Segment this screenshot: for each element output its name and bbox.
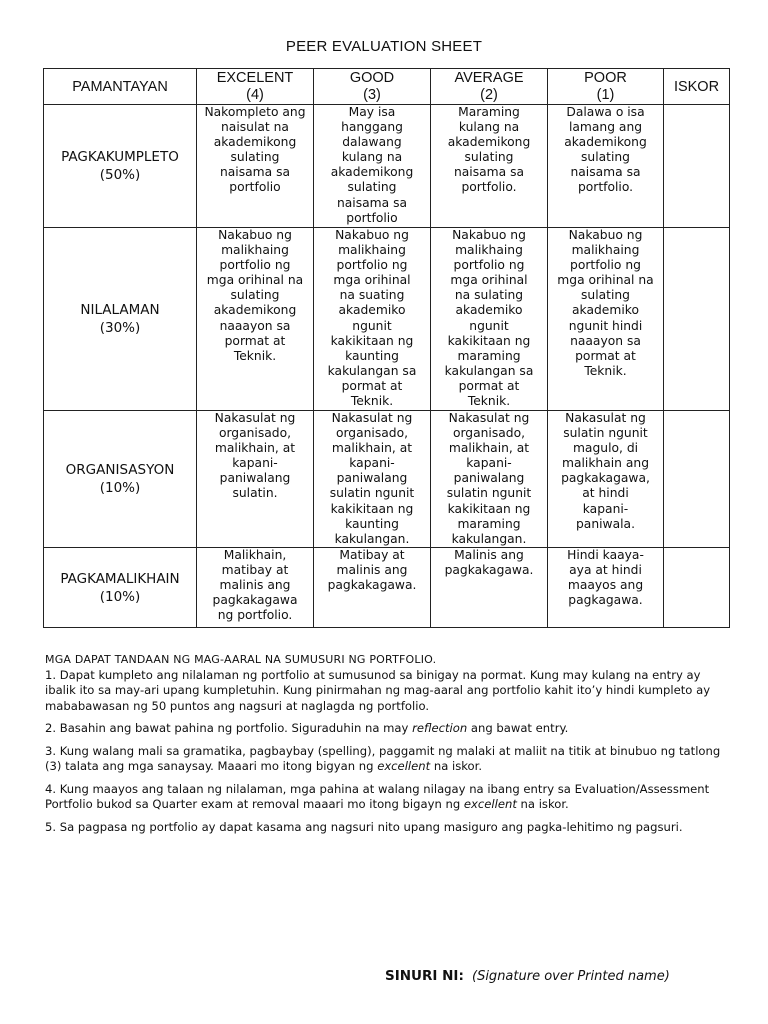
cell-line: ngunit hindi — [568, 318, 643, 333]
cell-line: lamang ang — [568, 120, 643, 135]
note-item — [45, 744, 725, 775]
cell-line: kakikitaan ng — [330, 333, 414, 348]
cell-line: malikhain, at — [448, 441, 530, 456]
cell-line: sulating — [347, 180, 397, 195]
rubric-row — [44, 105, 730, 228]
cell-line: sulating — [581, 150, 630, 165]
cell-line: mga orihinal na — [557, 273, 654, 288]
rubric-cell — [548, 105, 664, 228]
criteria-header: PAMANTAYAN — [44, 69, 197, 105]
cell-line: magulo, di — [572, 441, 639, 456]
rubric-cell — [431, 228, 548, 411]
cell-line: malikhaing — [338, 243, 406, 258]
cell-line: kakikitaan ng — [447, 501, 531, 516]
cell-line: mga orihinal — [333, 273, 411, 288]
cell-line: malikhaing — [571, 243, 640, 258]
criteria-name: PAGKAKUMPLETO — [61, 149, 179, 165]
cell-line: ngunit — [352, 318, 392, 333]
criteria-cell — [44, 228, 197, 411]
rubric-body — [44, 105, 730, 628]
cell-line: maraming — [457, 348, 521, 363]
cell-line: pagkagawa. — [568, 593, 643, 608]
cell-line: aya at hindi — [569, 563, 642, 578]
cell-line: naaayon sa — [570, 333, 641, 348]
cell-line: sulating — [581, 288, 630, 303]
cell-line: Nakasulat ng — [214, 411, 296, 425]
level-name: GOOD — [349, 69, 395, 86]
cell-line: portfolio. — [461, 180, 517, 195]
cell-line: kulang na — [458, 120, 520, 135]
notes-heading: MGA DAPAT TANDAAN NG MAG-AARAL NA SUMUSURI NG PORTFOLIO. — [45, 653, 437, 666]
cell-line: akademiko — [455, 303, 523, 318]
cell-line: ngunit — [469, 318, 509, 333]
cell-line: sulating — [230, 288, 280, 303]
level-header-poor — [548, 69, 664, 105]
cell-line: akademikong — [213, 303, 297, 318]
cell-line: Hindi kaaya- — [567, 548, 644, 562]
rubric-cell — [197, 105, 314, 228]
rubric-cell — [197, 548, 314, 628]
cell-line: na suating — [339, 288, 405, 303]
cell-line: sulatin. — [232, 486, 278, 501]
cell-line: kakikitaan ng — [330, 501, 414, 516]
criteria-weight: (50%) — [99, 167, 141, 183]
note-item — [45, 721, 725, 737]
cell-line: dalawang — [342, 135, 402, 150]
cell-line: organisado, — [218, 426, 292, 441]
level-header-excelent — [197, 69, 314, 105]
rubric-cell — [431, 105, 548, 228]
level-score: (1) — [596, 86, 615, 103]
cell-line: Nakasulat ng — [565, 411, 646, 425]
cell-line: Nakasulat ng — [331, 411, 413, 425]
cell-line: akademikong — [330, 165, 414, 180]
cell-line: ng portfolio. — [217, 608, 293, 623]
note-text: 3. Kung walang mali sa gramatika, pagbaybay (spelling), paggamit ng malaki at maliit na titik at binubuo ng tatlong (3) talata ang mga sanaysay. Maaari mo itong bigyan ng — [45, 743, 721, 773]
score-cell[interactable] — [664, 411, 730, 548]
cell-line: May isa — [348, 105, 396, 119]
rubric-cell — [431, 411, 548, 548]
cell-line: sulatin ngunit — [563, 426, 648, 441]
cell-line: naisama sa — [570, 165, 641, 180]
cell-line: portfolio ng — [453, 258, 525, 273]
score-cell[interactable] — [664, 548, 730, 628]
level-name: EXCELENT — [216, 69, 294, 86]
cell-line: sulating — [464, 150, 514, 165]
note-text: ang bawat entry. — [467, 721, 569, 735]
cell-line: paniwalang — [336, 471, 408, 486]
level-name: AVERAGE — [454, 69, 524, 86]
cell-line: Nakabuo ng — [568, 228, 643, 242]
cell-line: Teknik. — [467, 394, 511, 409]
cell-line: kakikitaan ng — [447, 333, 531, 348]
cell-line: naisama sa — [336, 195, 408, 210]
level-name: POOR — [584, 69, 627, 86]
cell-line: mga orihinal — [450, 273, 528, 288]
cell-line: sulating — [230, 150, 280, 165]
rubric-cell — [197, 228, 314, 411]
note-text: 5. Sa pagpasa ng portfolio ay dapat kasama ang nagsuri nito upang masiguro ang pagka-lehitimo ng pagsuri. — [45, 819, 683, 834]
cell-line: pagkakagawa — [212, 593, 298, 608]
note-item — [45, 820, 725, 836]
rubric-cell — [548, 411, 664, 548]
cell-line: sulatin ngunit — [446, 486, 532, 501]
score-cell[interactable] — [664, 228, 730, 411]
cell-line: na sulating — [454, 288, 524, 303]
signature-label: SINURI NI: — [385, 968, 464, 984]
score-cell[interactable] — [664, 105, 730, 228]
level-score: (4) — [246, 86, 264, 103]
cell-line: portfolio — [229, 180, 281, 195]
cell-line: kakulangan sa — [327, 363, 417, 378]
level-score: (3) — [363, 86, 381, 103]
criteria-cell — [44, 105, 197, 228]
cell-line: pagkakagawa, — [561, 471, 650, 486]
cell-line: malikhaing — [221, 243, 289, 258]
cell-line: portfolio ng — [219, 258, 291, 273]
page-title: PEER EVALUATION SHEET — [285, 38, 483, 55]
cell-line: pormat at — [224, 333, 286, 348]
cell-line: Teknik. — [233, 348, 277, 363]
rubric-row — [44, 548, 730, 628]
note-item — [45, 668, 725, 715]
cell-line: kakulangan sa — [444, 363, 534, 378]
cell-line: mga orihinal na — [206, 273, 304, 288]
cell-line: paniwala. — [575, 516, 635, 531]
signature-line — [385, 968, 670, 984]
criteria-weight: (10%) — [99, 588, 141, 605]
notes-list — [45, 668, 725, 836]
cell-line: at hindi — [582, 486, 629, 501]
cell-line: Teknik. — [350, 394, 394, 409]
signature-hint: (Signature over Printed name) — [472, 969, 670, 984]
cell-line: pagkakagawa. — [444, 563, 534, 578]
cell-line: Nakabuo ng — [452, 228, 526, 242]
cell-line: Nakompleto ang — [204, 105, 306, 119]
cell-line: pagkakagawa. — [327, 578, 417, 593]
criteria-name: NILALAMAN — [80, 302, 160, 318]
cell-line: portfolio. — [577, 180, 634, 195]
cell-line: Nakabuo ng — [218, 228, 292, 242]
cell-line: kapani- — [582, 501, 629, 516]
cell-line: paniwalang — [453, 471, 525, 486]
rubric-cell — [314, 228, 431, 411]
cell-line: Nakasulat ng — [448, 411, 530, 425]
cell-line: akademikong — [213, 135, 297, 150]
rubric-cell — [431, 548, 548, 628]
criteria-weight: (30%) — [99, 320, 141, 336]
cell-line: sulatin ngunit — [329, 486, 415, 501]
rubric-cell — [314, 105, 431, 228]
cell-line: pormat at — [458, 378, 520, 393]
note-emphasis: excellent — [377, 759, 431, 773]
note-text: 4. Kung maayos ang talaan ng nilalaman, mga pahina at walang nilagay na ibang entry sa Evaluation/Assessment Portfolio bukod sa Quarter exam at removal maaari mo itong bigayn ng — [45, 781, 710, 811]
cell-line: malinis ang — [336, 563, 408, 578]
cell-line: maayos ang — [567, 578, 644, 593]
cell-line: kakulangan. — [334, 531, 410, 546]
cell-line: kapani- — [466, 456, 512, 471]
cell-line: Malinis ang — [454, 548, 524, 562]
cell-line: Teknik. — [584, 363, 627, 378]
level-score: (2) — [480, 86, 498, 103]
cell-line: malikhain, at — [331, 441, 413, 456]
cell-line: akademikong — [564, 135, 647, 150]
note-emphasis: reflection — [412, 721, 468, 735]
cell-line: akademikong — [447, 135, 531, 150]
level-header-average — [431, 69, 548, 105]
cell-line: hanggang — [341, 120, 403, 135]
cell-line: paniwalang — [219, 471, 291, 486]
note-text: 2. Basahin ang bawat pahina ng portfolio. Siguraduhin na may — [45, 721, 413, 735]
cell-line: akademiko — [572, 303, 639, 318]
rubric-cell — [314, 548, 431, 628]
criteria-weight: (10%) — [99, 480, 141, 496]
note-text: na iskor. — [516, 797, 569, 811]
rubric-cell — [548, 228, 664, 411]
cell-line: portfolio — [346, 210, 398, 225]
rubric-row — [44, 411, 730, 548]
cell-line: organisado, — [335, 426, 409, 441]
cell-line: naisama sa — [453, 165, 525, 180]
score-header: ISKOR — [664, 69, 730, 105]
cell-line: kaunting — [345, 348, 399, 363]
cell-line: malikhain ang — [561, 456, 650, 471]
cell-line: akademiko — [338, 303, 406, 318]
note-text: na iskor. — [430, 759, 483, 773]
cell-line: Maraming — [458, 105, 520, 119]
cell-line: Malikhain, — [223, 548, 287, 562]
cell-line: kapani- — [232, 456, 278, 471]
rubric-table — [43, 68, 730, 628]
rubric-cell — [548, 548, 664, 628]
rubric-row — [44, 228, 730, 411]
level-header-good — [314, 69, 431, 105]
cell-line: maraming — [457, 516, 521, 531]
cell-line: Nakabuo ng — [335, 228, 409, 242]
criteria-cell — [44, 411, 197, 548]
cell-line: pormat at — [341, 378, 403, 393]
notes-section — [45, 652, 725, 842]
cell-line: kakulangan. — [451, 531, 527, 546]
cell-line: kulang na — [341, 150, 403, 165]
cell-line: malikhain, at — [214, 441, 296, 456]
cell-line: naisama sa — [219, 165, 291, 180]
cell-line: portfolio ng — [336, 258, 408, 273]
cell-line: portfolio ng — [570, 258, 641, 273]
note-emphasis: excellent — [463, 797, 517, 811]
cell-line: malikhaing — [455, 243, 523, 258]
criteria-name: PAGKAMALIKHAIN — [60, 570, 180, 587]
note-item — [45, 782, 725, 813]
cell-line: naaayon sa — [219, 318, 291, 333]
rubric-cell — [197, 411, 314, 548]
cell-line: matibay at — [221, 563, 289, 578]
cell-line: kapani- — [349, 456, 395, 471]
note-text: 1. Dapat kumpleto ang nilalaman ng portfolio at sumusunod sa binigay na pormat. Kung may kulang na entry ay ibalik ito sa may-ari upang kumpletuhin. Kung pinirmahan ng mag-aaral ang portfolio kahit ito’y hindi kumpleto ay mababawasan ng 50 puntos ang nagsuri at naglagda ng portfolio. — [45, 667, 711, 713]
cell-line: Dalawa o isa — [566, 105, 645, 119]
criteria-name: ORGANISASYON — [65, 462, 175, 478]
cell-line: organisado, — [452, 426, 526, 441]
cell-line: pormat at — [575, 348, 636, 363]
criteria-cell — [44, 548, 197, 628]
cell-line: malinis ang — [219, 578, 291, 593]
cell-line: kaunting — [345, 516, 399, 531]
header-row — [44, 69, 730, 105]
cell-line: Matibay at — [339, 548, 405, 562]
rubric-cell — [314, 411, 431, 548]
cell-line: naisulat na — [221, 120, 289, 135]
